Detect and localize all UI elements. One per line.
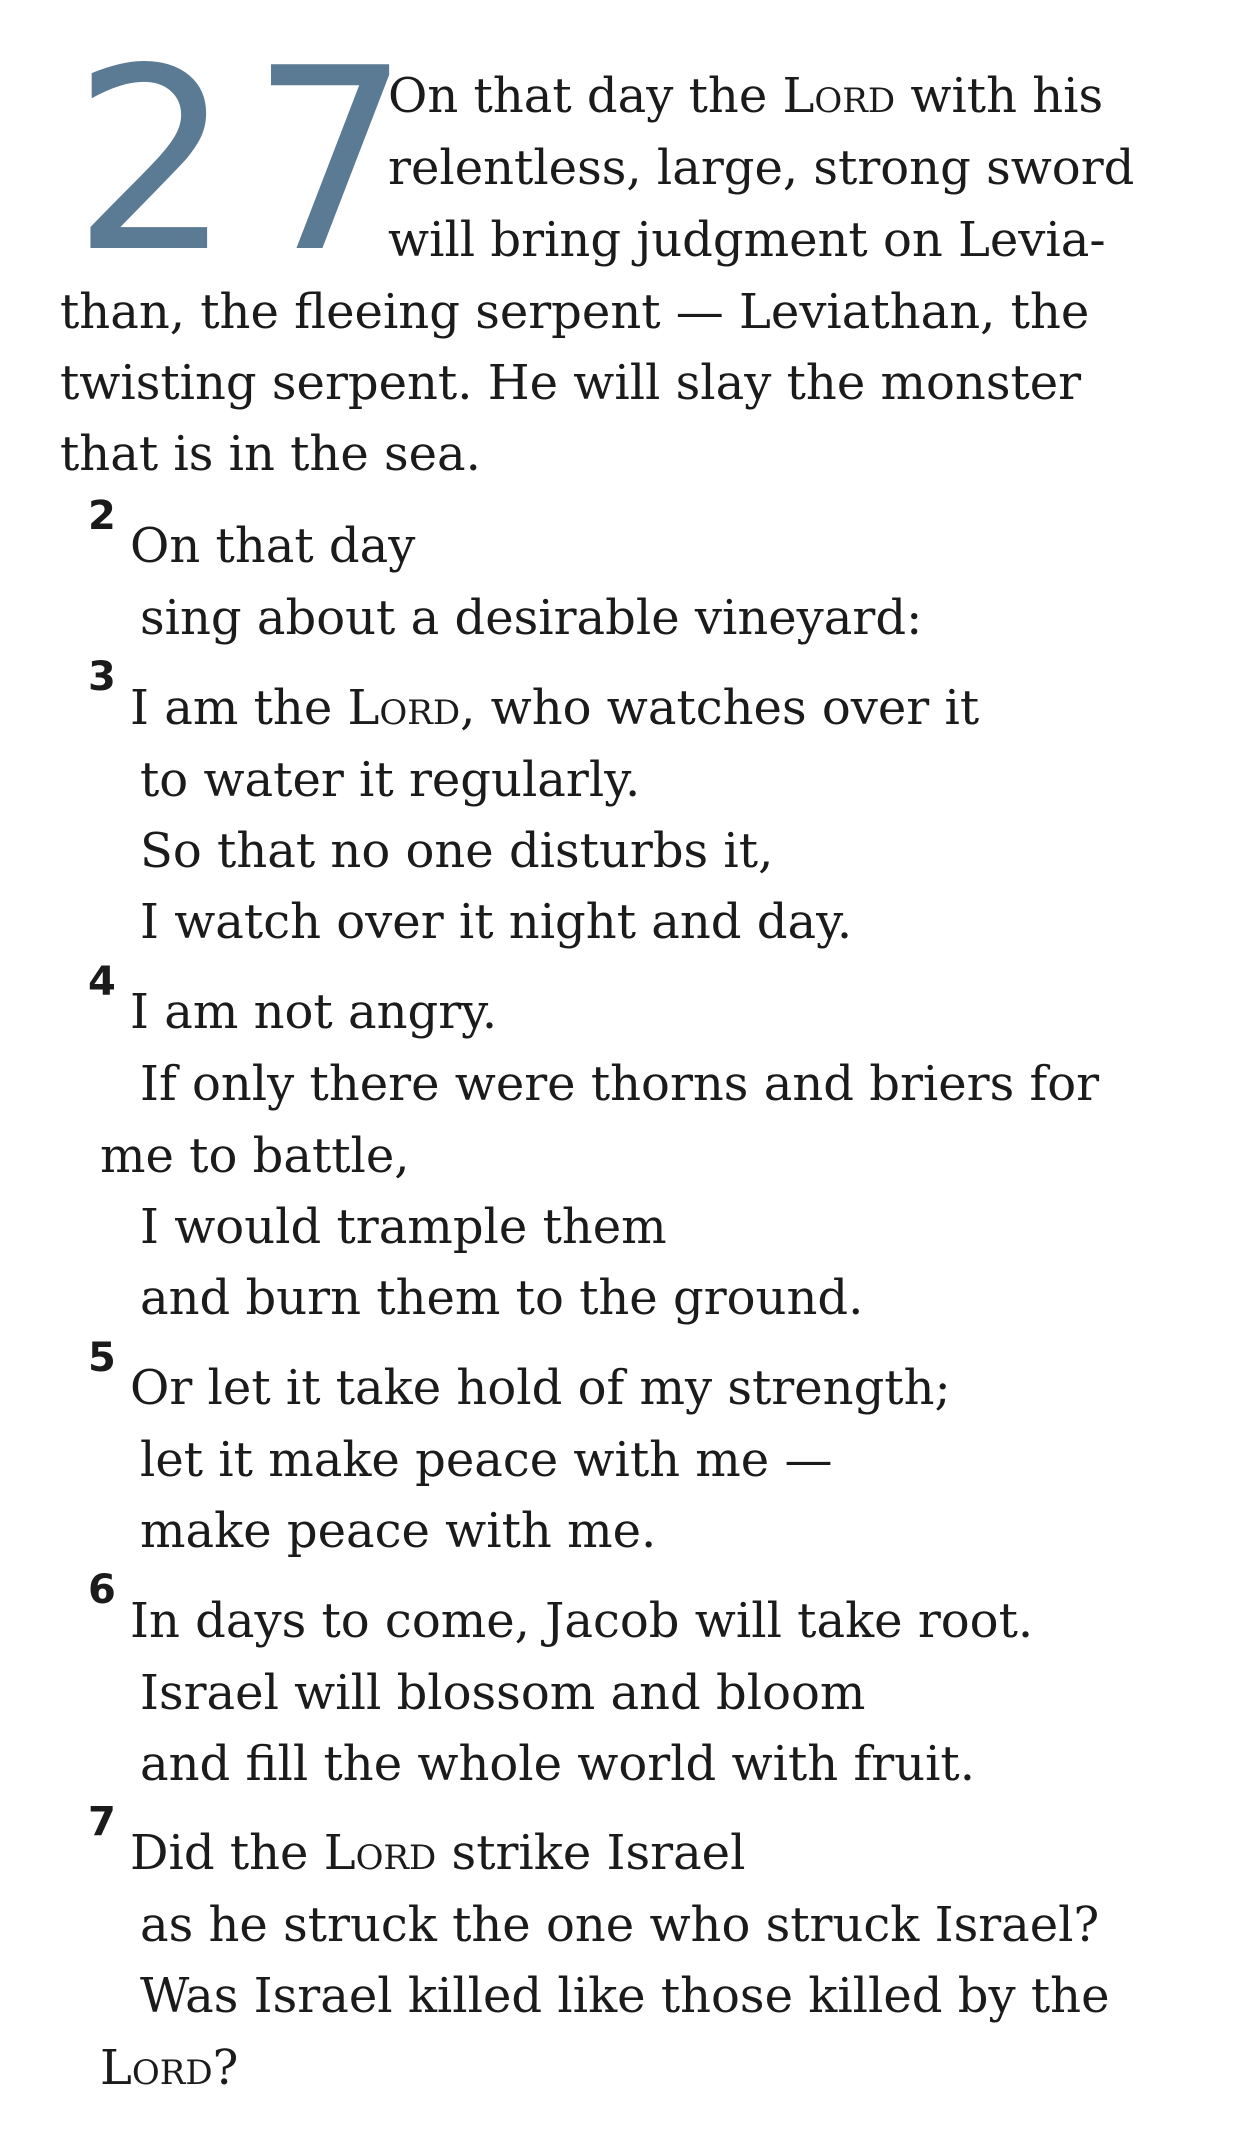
verse-6-line-3: and fill the whole world with fruit. bbox=[140, 1736, 975, 1792]
verse-5-line-1: Or let it take hold of my strength; bbox=[130, 1360, 951, 1416]
verse-2-line-2: sing about a desirable vineyard: bbox=[140, 590, 923, 646]
opening-line-2: relentless, large, strong sword bbox=[388, 140, 1135, 196]
opening-line-3: will bring judgment on Levia- bbox=[388, 212, 1106, 268]
verse-number: 6 bbox=[88, 1567, 116, 1613]
opening-line-4: than, the fleeing serpent — Leviathan, the bbox=[60, 284, 1090, 340]
verse-number: 7 bbox=[88, 1799, 116, 1845]
verse-7-line-2: as he struck the one who struck Israel? bbox=[140, 1897, 1100, 1953]
lord-small-caps: Lord bbox=[100, 2040, 213, 2096]
verse-number: 3 bbox=[88, 654, 116, 700]
verse-4-line-1: I am not angry. bbox=[130, 984, 498, 1040]
verse-4-line-3: me to battle, bbox=[100, 1128, 410, 1184]
verse-7-line-1: Did the Lord strike Israel bbox=[130, 1825, 746, 1881]
verse-number: 4 bbox=[88, 959, 116, 1005]
verse-7-line-4: Lord? bbox=[100, 2040, 239, 2096]
verse-3-line-4: I watch over it night and day. bbox=[140, 894, 853, 950]
lord-small-caps: Lord bbox=[347, 680, 461, 736]
verse-6-line-2: Israel will blossom and bloom bbox=[140, 1665, 866, 1721]
verse-5-line-2: let it make peace with me — bbox=[140, 1432, 833, 1488]
verse-6-line-1: In days to come, Jacob will take root. bbox=[130, 1593, 1034, 1649]
lord-small-caps: Lord bbox=[782, 68, 896, 124]
verse-4-line-5: and burn them to the ground. bbox=[140, 1270, 864, 1326]
verse-7-line-3: Was Israel killed like those killed by the bbox=[140, 1968, 1110, 2024]
verse-2-line-1: On that day bbox=[130, 518, 416, 574]
verse-5-line-3: make peace with me. bbox=[140, 1503, 657, 1559]
opening-line-5: twisting serpent. He will slay the monster bbox=[60, 355, 1082, 411]
chapter-number: 27 bbox=[72, 15, 429, 308]
verse-number: 5 bbox=[88, 1335, 116, 1381]
verse-number: 2 bbox=[88, 493, 116, 539]
verse-4-line-2: If only there were thorns and briers for bbox=[140, 1056, 1100, 1112]
opening-line-6: that is in the sea. bbox=[60, 426, 481, 482]
verse-3-line-1: I am the Lord, who watches over it bbox=[130, 680, 980, 736]
verse-3-line-2: to water it regularly. bbox=[140, 752, 641, 808]
lord-small-caps: Lord bbox=[323, 1825, 437, 1881]
verse-4-line-4: I would trample them bbox=[140, 1199, 667, 1255]
verse-3-line-3: So that no one disturbs it, bbox=[140, 823, 774, 879]
opening-line-1: On that day the Lord with his bbox=[388, 68, 1104, 124]
